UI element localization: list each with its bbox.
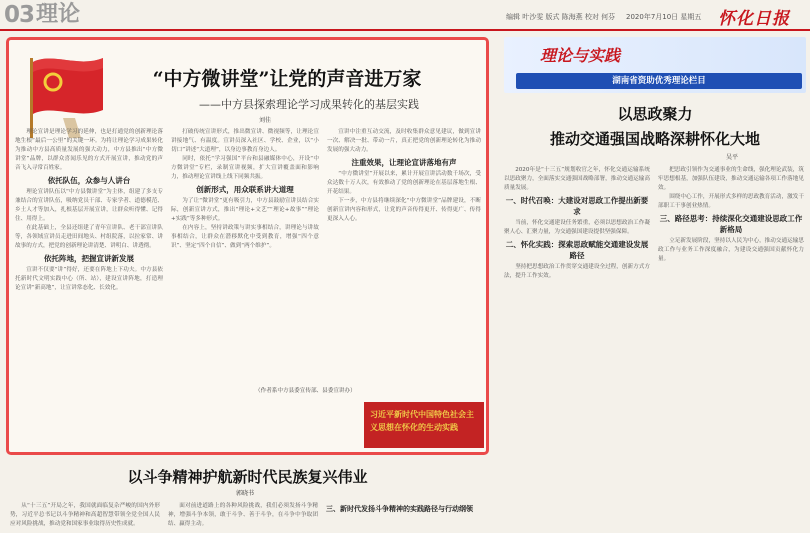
bottom-column-2 bbox=[168, 502, 318, 532]
issue-date: 2020年7月10日 星期五 bbox=[626, 13, 702, 21]
column-label-strip: 湖南省资助优秀理论栏目 bbox=[516, 73, 802, 89]
right-headline-line1: 以思政聚力 bbox=[617, 105, 693, 123]
feature-column-3 bbox=[327, 128, 481, 380]
column-label-title: 理论与实践 bbox=[540, 46, 621, 65]
feature-banner: 习近平新时代中国特色社会主义思想在怀化的生动实践 bbox=[364, 402, 484, 448]
right-column-1 bbox=[504, 166, 650, 528]
paragraph: 下一步，中方县将继续深化“中方微讲堂”品牌建设，不断创新宣讲内容和形式，让党的声音传得更开、传得更广、传得更深入人心。 bbox=[327, 198, 481, 222]
subheading: 三、新时代发扬斗争精神的实践路径与行动纲领 bbox=[326, 505, 473, 513]
bottom-byline: 郭晓书 bbox=[236, 490, 255, 497]
column-label-box bbox=[504, 37, 806, 93]
paragraph: 2020年是“十三五”规划收官之年，怀化交通运输系统以思政聚力，全面落实交通强国战略部署，推动交通运输高质量发展。 bbox=[504, 167, 650, 191]
editor-meta: 编辑 叶沙雯 版式 陈海燕 校对 何芬 bbox=[506, 13, 616, 21]
paragraph: “中方微讲堂”开展以来，累计开展宣讲活动数千场次，受众达数十万人次，有效推动了党的创新理论在基层落地生根、开花结果。 bbox=[327, 171, 481, 195]
subheading: 注重效果，让理论宣讲落地有声 bbox=[351, 158, 457, 167]
featured-article bbox=[6, 37, 489, 455]
subheading: 二、怀化实践：探索思政赋能交通建设发展路径 bbox=[505, 240, 649, 260]
section-number: 03 bbox=[4, 2, 35, 28]
paragraph: 立足新发展阶段，坚持以人民为中心，推动交通运输思政工作与业务工作深度融合，为建设交通强国贡献怀化力量。 bbox=[658, 238, 804, 262]
bottom-column-3 bbox=[326, 502, 486, 532]
paragraph: 把思政引领作为交通事业的生命线，强化理论武装，筑牢思想根基，加强队伍建设，推动交通运输各项工作落地见效。 bbox=[658, 167, 804, 191]
paragraph: 围绕中心工作，开展形式多样的思政教育活动，激发干部职工干事创业热情。 bbox=[658, 194, 804, 209]
bottom-headline: 以斗争精神护航新时代民族复兴伟业 bbox=[127, 468, 368, 486]
paragraph: 从“十三五”开局之年，我国就面临复杂严峻的国内外形势，习近平总书记以斗争精神和高超智慧带领全党全国人民应对风险挑战，推动党和国家事业取得历史性成就。 bbox=[10, 503, 160, 527]
right-column-2 bbox=[658, 166, 804, 528]
paragraph: 当前，怀化交通建设任务繁重，必须以思想政治工作凝聚人心、汇聚力量，为交通强国建设提供坚强保障。 bbox=[504, 220, 650, 235]
subheading: 一、时代召唤：大建设对思政工作提出新要求 bbox=[505, 196, 649, 216]
bottom-column-1 bbox=[10, 502, 160, 532]
section-name: 理论 bbox=[36, 2, 81, 27]
paragraph: 面对前进道路上的各种风险挑战，我们必须发扬斗争精神，增强斗争本领，敢于斗争、善于斗争，在斗争中争取团结、赢得主动。 bbox=[168, 503, 318, 527]
subheading: 依托阵地，把握宣讲新发展 bbox=[44, 254, 134, 263]
masthead: 怀化日报 bbox=[718, 9, 790, 29]
paragraph: 理论宣讲是理论学习的延伸，也是打通党的创新理论落地生根“最后一公里”的关键一环。为将让理论学习成果转化为推动中方县高质量发展的强大动力，中方县推出“中方微讲堂”品牌，以群众喜闻乐见的方式开展宣讲，推动党的声音飞入寻常百姓家。 bbox=[15, 129, 163, 171]
paragraph: 在内容上，坚持讲政策与讲实事相结合，讲理论与讲故事相结合，让群众在潜移默化中受到教育，增强“四个意识”、坚定“四个自信”、做到“两个维护”。 bbox=[171, 225, 319, 249]
feature-headline: “中方微讲堂”让党的声音进万家 bbox=[152, 68, 422, 90]
paragraph: 为了让“微讲堂”更有吸引力，中方县鼓励宣讲员结合实际，创新宣讲方式，推出“理论+文艺”“理论+故事”“理论+实践”等多种形式。 bbox=[171, 198, 319, 222]
subheading: 三、路径思考：持续深化交通建设思政工作新格局 bbox=[659, 214, 803, 234]
paragraph: 宣讲不仅要“讲”得好，还要在阵地上下功夫。中方县依托新时代文明实践中心（所、站），建设宣讲阵地，打造理论宣讲“新高地”，让宣讲常态化、长效化。 bbox=[15, 267, 163, 291]
feature-column-2 bbox=[171, 128, 319, 450]
feature-byline: 刘佳 bbox=[259, 117, 272, 124]
paragraph: 宣讲中注重互动交流，及时收集群众意见建议，做到宣讲一次、解决一批、带动一片，真正把党的创新理论转化为推动发展的强大动力。 bbox=[327, 129, 481, 153]
author-note: （作者系中方县委宣传部、县委宣讲办） bbox=[255, 388, 356, 394]
paragraph: 坚持把思想政治工作贯穿交通建设全过程，创新方式方法，提升工作实效。 bbox=[504, 264, 650, 279]
paragraph: 打破传统宣讲形式，推出微宣讲、微视频等，让理论宣讲接地气、有温度。宣讲员深入社区、学校、企业，以“小切口”讲述“大道理”，以身边事教育身边人。 bbox=[171, 129, 319, 153]
subheading: 依托队伍，众参与人讲台 bbox=[47, 176, 131, 185]
right-byline: 吴平 bbox=[726, 154, 739, 161]
section-header bbox=[4, 2, 80, 28]
paragraph: 理论宣讲队伍以“中方县微讲堂”为主体，组建了多支专兼结合的宣讲队伍，吸纳党员干部、专家学者、道德模范、乡土人才等加入，扎根基层开展宣讲，让群众听得懂、记得住、用得上。 bbox=[15, 189, 163, 222]
right-headline-line2: 推动交通强国战略深耕怀化大地 bbox=[549, 130, 760, 148]
feature-subhead: ——中方县探索理论学习成果转化的基层实践 bbox=[199, 98, 419, 111]
paragraph: 同时，依托“学习强国”平台和县融媒体中心，开设“中方微讲堂”专栏，录制宣讲视频，扩大宣讲覆盖面和影响力，推动理论宣讲线上线下同频共振。 bbox=[171, 156, 319, 180]
feature-column-1 bbox=[15, 128, 163, 450]
party-flag-icon bbox=[23, 48, 111, 140]
header-rule bbox=[0, 29, 810, 31]
subheading: 创新形式，用众联系讲大道理 bbox=[196, 185, 294, 194]
paragraph: 在此基础上，全县还组建了青年宣讲队、老干部宣讲队等，各领域宣讲员走进田间地头、村组院落，以拉家常、讲故事的方式，把党的创新理论讲清楚、讲明白、讲透彻。 bbox=[15, 225, 163, 249]
